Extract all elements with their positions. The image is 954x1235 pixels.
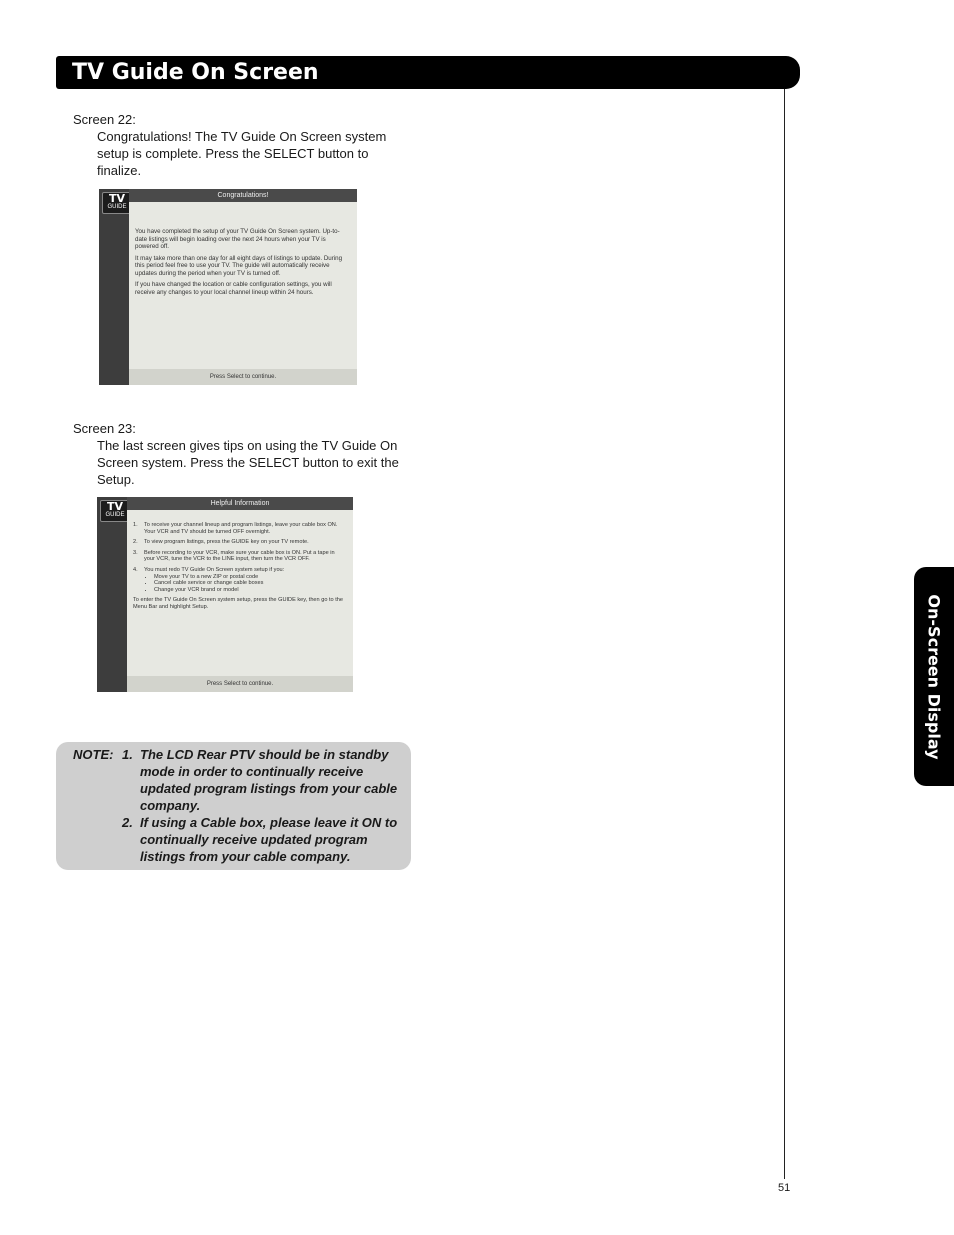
tip-number: 2.: [133, 539, 138, 546]
screen22-label: Screen 22:: [73, 112, 136, 127]
vertical-rule: [784, 89, 785, 1179]
screen23-shot-body: [133, 522, 347, 615]
tip-bullets: [144, 574, 284, 594]
page-number: 51: [778, 1182, 791, 1194]
screen22-description: Congratulations! The TV Guide On Screen system setup is complete. Press the SELECT button to finalize.: [97, 129, 387, 178]
tv-guide-logo-icon: [100, 500, 130, 522]
note-item-text: If using a Cable box, please leave it ON to continually receive updated program listings from your cable company.: [140, 815, 398, 864]
tv-guide-sidebar: [97, 497, 127, 692]
screen23-shot-title: Helpful Information: [127, 497, 353, 510]
tv-guide-sidebar: [99, 189, 129, 385]
tip-number: 3.: [133, 549, 138, 556]
tip-bullet: • Move your TV to a new ZIP or postal code: [154, 574, 284, 581]
side-tab-label: On-Screen Display: [924, 594, 944, 760]
header-bar: [56, 56, 800, 89]
shot-paragraph: If you have changed the location or cable configuration settings, you will receive any changes to your local channel lineup within 24 hours.: [135, 281, 332, 296]
screen22-shot-panel: [129, 202, 357, 385]
logo-small: GUIDE: [105, 512, 125, 518]
screen22-shot-footer: Press Select to continue.: [129, 369, 357, 385]
screen23-shot-footer: Press Select to continue.: [127, 676, 353, 692]
tip-number: 4.: [133, 566, 138, 573]
screen23-label: Screen 23:: [73, 421, 136, 436]
page-title: TV Guide On Screen: [72, 60, 319, 85]
screen22-shot-body: [135, 228, 351, 300]
note-item-number: 1.: [122, 747, 133, 762]
screen22-screenshot: [99, 189, 357, 385]
shot-paragraph: It may take more than one day for all eight days of listings to update. During this period feel free to use your TV. The guide will automatically receive updates during the period when your TV is turned off.: [135, 254, 343, 277]
logo-big: TV: [106, 500, 124, 513]
note-label: NOTE:: [73, 747, 114, 762]
logo-small: GUIDE: [107, 204, 127, 210]
tip-text: Before recording to your VCR, make sure your cable box is ON. Put a tape in your VCR, tune the VCR to the LINE input, then turn the VCR OFF.: [144, 549, 335, 563]
tv-guide-logo-icon: [102, 192, 132, 214]
shot-closing: To enter the TV Guide On Screen system setup, press the GUIDE key, then go to the Menu Bar and highlight Setup.: [133, 597, 343, 610]
note-box: [56, 742, 411, 870]
note-item-text: The LCD Rear PTV should be in standby mode in order to continually receive updated program listings from your cable company.: [140, 747, 398, 813]
screen22-shot-title: Congratulations!: [129, 189, 357, 202]
screen23-screenshot: [97, 497, 353, 692]
shot-paragraph: You have completed the setup of your TV Guide On Screen system. Up-to-date listings will begin loading over the next 24 hours when your TV is powered off.: [135, 228, 340, 250]
note-item-number: 2.: [122, 815, 133, 830]
tip-bullet: • Cancel cable service or change cable boxes: [154, 580, 284, 587]
tip-text: To receive your channel lineup and program listings, leave your cable box ON. Your VCR and TV should be turned OFF overnight.: [144, 522, 338, 535]
screen23-description: The last screen gives tips on using the TV Guide On Screen system. Press the SELECT button to exit the Setup.: [97, 438, 399, 487]
screen23-shot-panel: [127, 510, 353, 692]
logo-big: TV: [108, 192, 126, 205]
shot-tip: [133, 550, 347, 563]
tip-number: 1.: [133, 522, 138, 528]
tip-text: You must redo TV Guide On Screen system setup if you:: [144, 566, 285, 573]
side-tab: [914, 567, 954, 786]
tip-bullet: • Change your VCR brand or model: [154, 587, 284, 594]
shot-tip: [133, 539, 347, 546]
tip-text: To view program listings, press the GUIDE key on your TV remote.: [144, 539, 309, 546]
shot-tip: [133, 567, 347, 593]
shot-tip: [133, 522, 347, 535]
